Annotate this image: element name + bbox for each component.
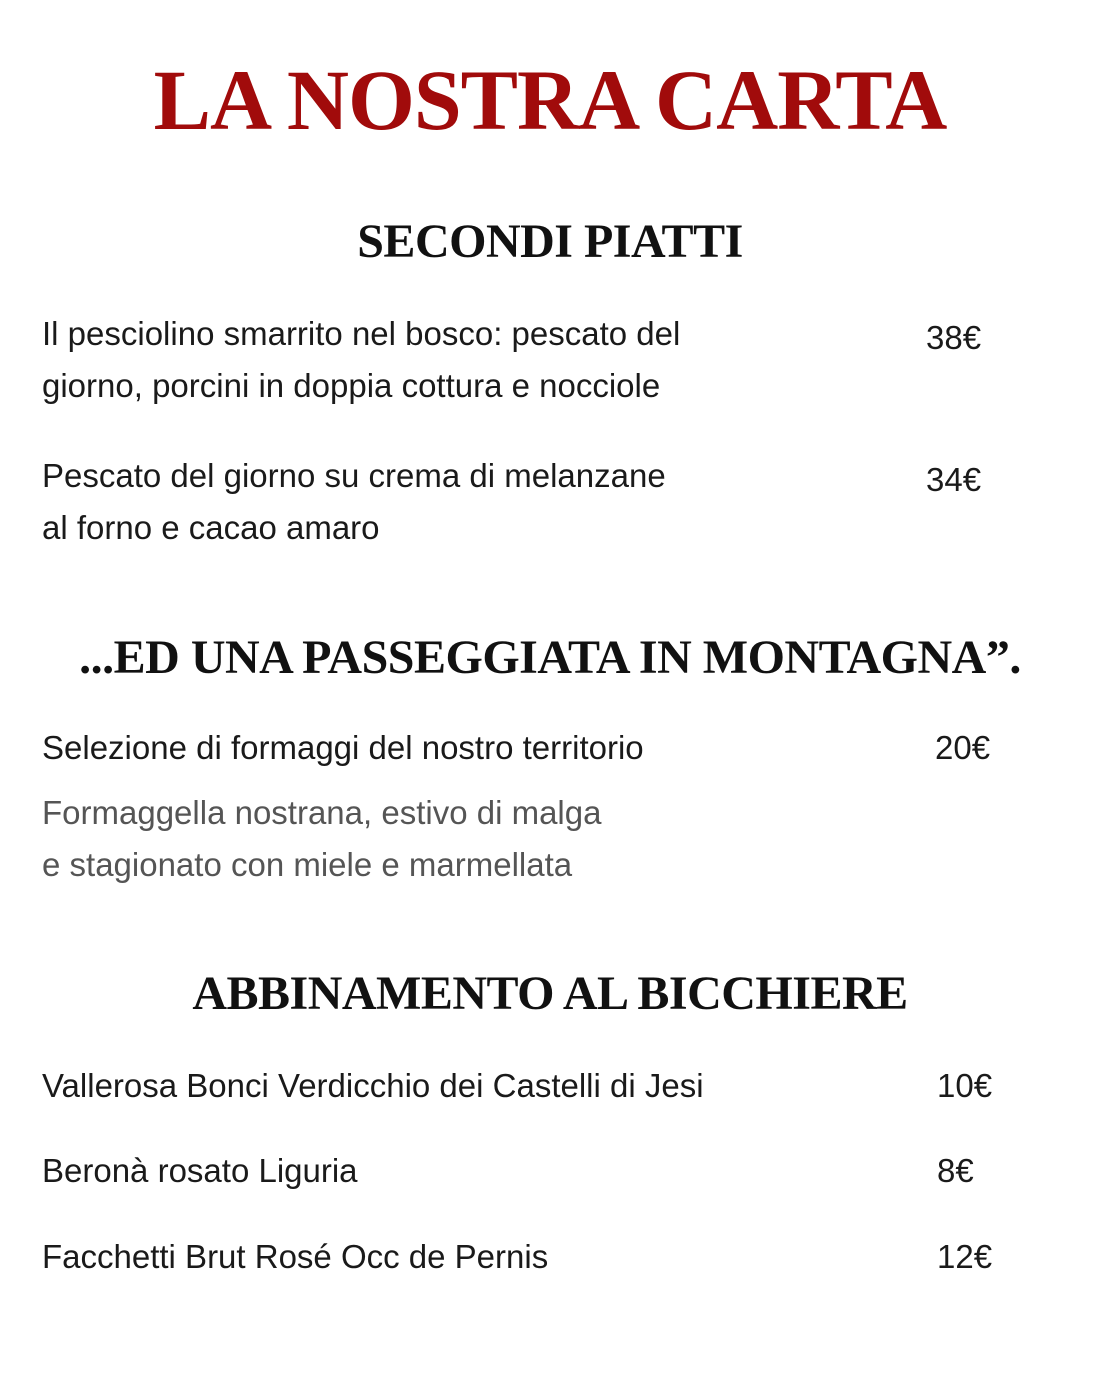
menu-item-name-line: al forno e cacao amaro bbox=[42, 509, 380, 546]
menu-item-price: 8€ bbox=[937, 1152, 974, 1189]
menu-item-price: 38€ bbox=[926, 319, 982, 356]
menu-item-name-line: Pescato del giorno su crema di melanzane bbox=[42, 457, 666, 494]
menu-item-price: 20€ bbox=[935, 729, 991, 766]
menu-item-name-line: giorno, porcini in doppia cottura e nocciole bbox=[42, 367, 661, 404]
menu-item-price: 34€ bbox=[926, 461, 982, 498]
menu-item-name-line: Il pesciolino smarrito nel bosco: pescato del bbox=[42, 315, 681, 352]
menu-item-price: 12€ bbox=[937, 1238, 993, 1275]
menu-item-description bbox=[42, 787, 862, 891]
page-title: LA NOSTRA CARTA bbox=[153, 52, 947, 148]
menu-item-name: Beronà rosato Liguria bbox=[42, 1152, 358, 1189]
menu-item-name: Facchetti Brut Rosé Occ de Pernis bbox=[42, 1238, 549, 1275]
menu-item-name bbox=[42, 722, 862, 774]
section-heading-secondi-piatti: SECONDI PIATTI bbox=[357, 215, 743, 268]
section-heading-passeggiata: ...ED UNA PASSEGGIATA IN MONTAGNA”. bbox=[79, 631, 1021, 684]
menu-item-description-line: Formaggella nostrana, estivo di malga bbox=[42, 794, 602, 831]
section-heading-abbinamento: ABBINAMENTO AL BICCHIERE bbox=[192, 967, 908, 1020]
menu-item-name: Vallerosa Bonci Verdicchio dei Castelli di Jesi bbox=[42, 1067, 704, 1104]
menu-item-name bbox=[42, 308, 862, 412]
menu-item-name bbox=[42, 450, 862, 554]
menu-item-description-line: e stagionato con miele e marmellata bbox=[42, 846, 573, 883]
menu-item-name-line: Selezione di formaggi del nostro territorio bbox=[42, 729, 644, 766]
menu-item-price: 10€ bbox=[937, 1067, 993, 1104]
